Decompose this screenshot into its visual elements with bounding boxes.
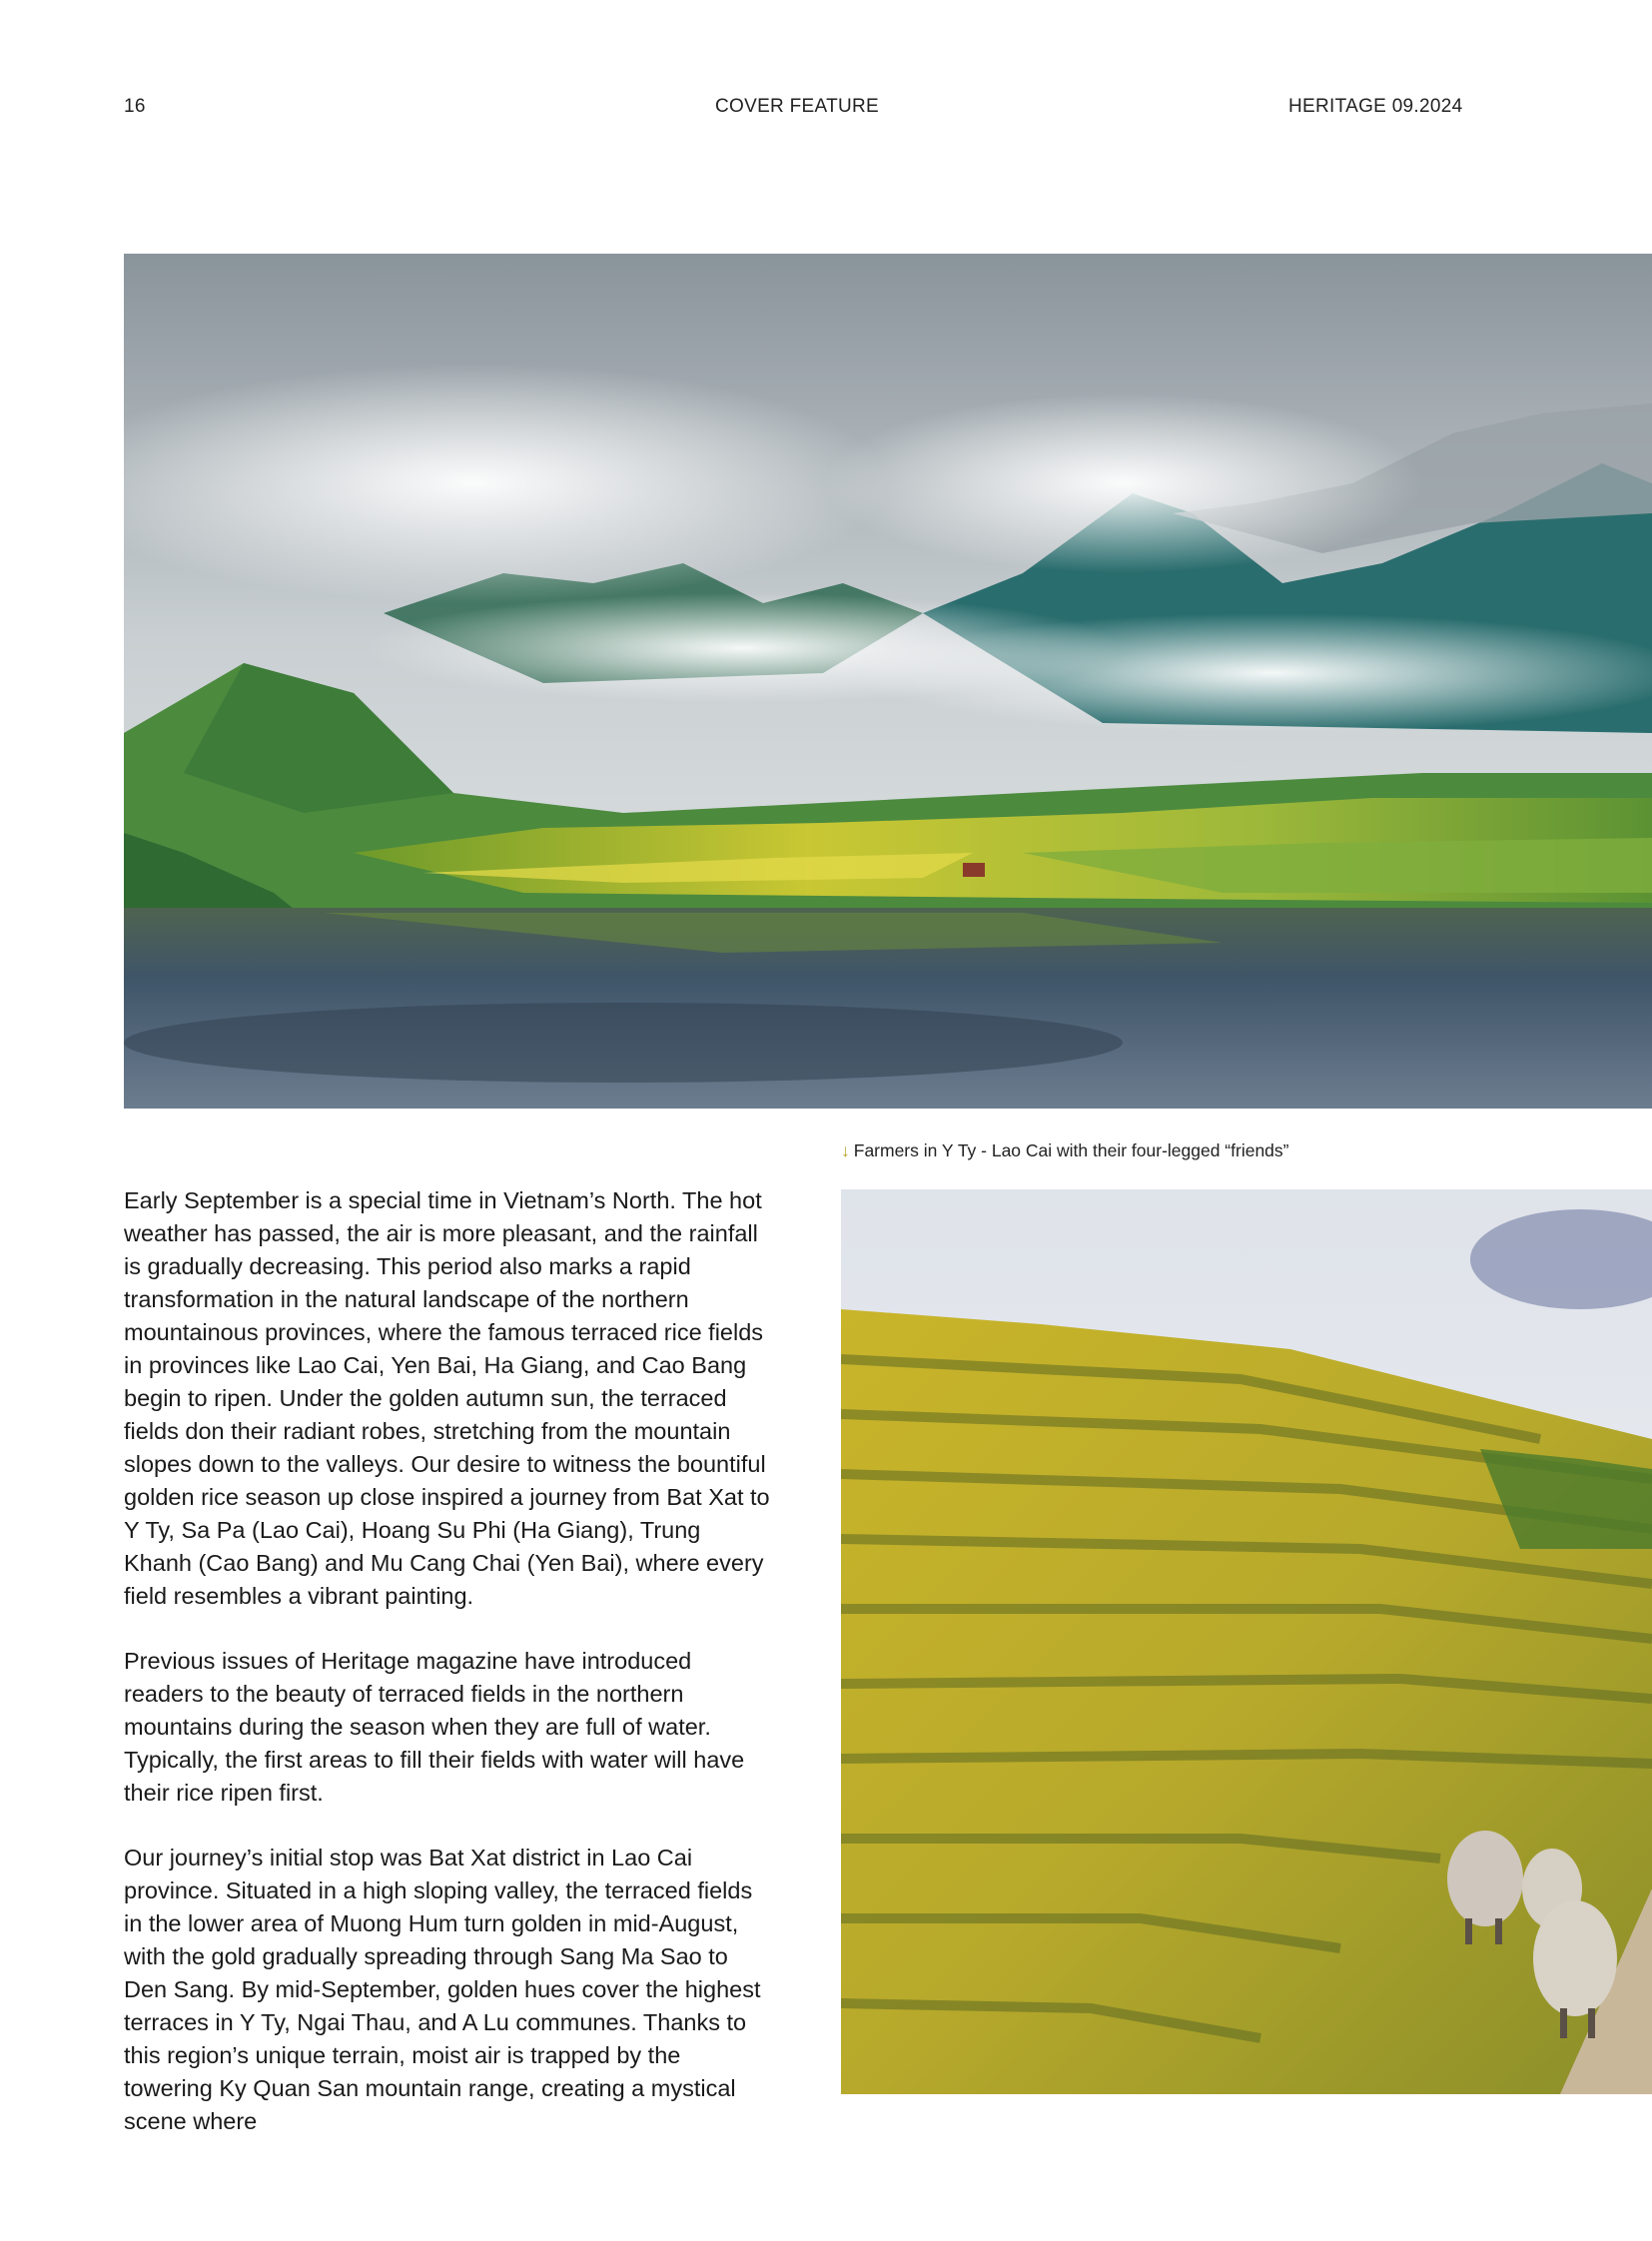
magazine-issue: HERITAGE 09.2024: [1288, 96, 1463, 117]
article-body: [124, 1184, 773, 2170]
page-number: 16: [124, 96, 146, 117]
arrow-down-icon: ↓: [841, 1140, 850, 1160]
caption-text: Farmers in Y Ty - Lao Cai with their four-legged “friends”: [853, 1140, 1289, 1160]
paragraph: Previous issues of Heritage magazine have introduced readers to the beauty of terraced fields in the northern mountains during the season when they are full of water. Typically, the first areas to fill their fields with water will have their rice ripen first.: [124, 1648, 745, 1806]
terrace-photo: [841, 1189, 1652, 2094]
paragraph: Early September is a special time in Vietnam’s North. The hot weather has passed, the air is more pleasant, and the rainfall is gradually decreasing. This period also marks a rapid transformation in the natural landscape of the northern mountainous provinces, where the famous terraced rice fields in provinces like Lao Cai, Yen Bai, Ha Giang, and Cao Bang begin to ripen. Under the golden autumn sun, the terraced fields don their radiant robes, stretching from the mountain slopes down to the valleys. Our desire to witness the bountiful golden rice season up close inspired a journey from Bat Xat to Y Ty, Sa Pa (Lao Cai), Hoang Su Phi (Ha Giang), Trung Khanh (Cao Bang) and Mu Cang Chai (Yen Bai), where every field resembles a vibrant painting.: [124, 1187, 770, 1609]
section-title: COVER FEATURE: [715, 96, 880, 117]
terraced-rice-field-photo-icon: [841, 1189, 1652, 2094]
paragraph: Our journey’s initial stop was Bat Xat district in Lao Cai province. Situated in a high sloping valley, the terraced fields in the lower area of Muong Hum turn golden in mid-August, with the gold gradually spreading through Sang Ma Sao to Den Sang. By mid-September, golden hues cover the highest terraces in Y Ty, Ngai Thau, and A Lu communes. Thanks to this region’s unique terrain, moist air is trapped by the towering Ky Quan San mountain range, creating a mystical scene where: [124, 1845, 761, 2134]
landscape-photo-mountains-lake-icon: [124, 254, 1652, 1109]
photo-caption: [841, 1140, 1289, 1161]
hero-landscape-photo: [124, 254, 1652, 1109]
